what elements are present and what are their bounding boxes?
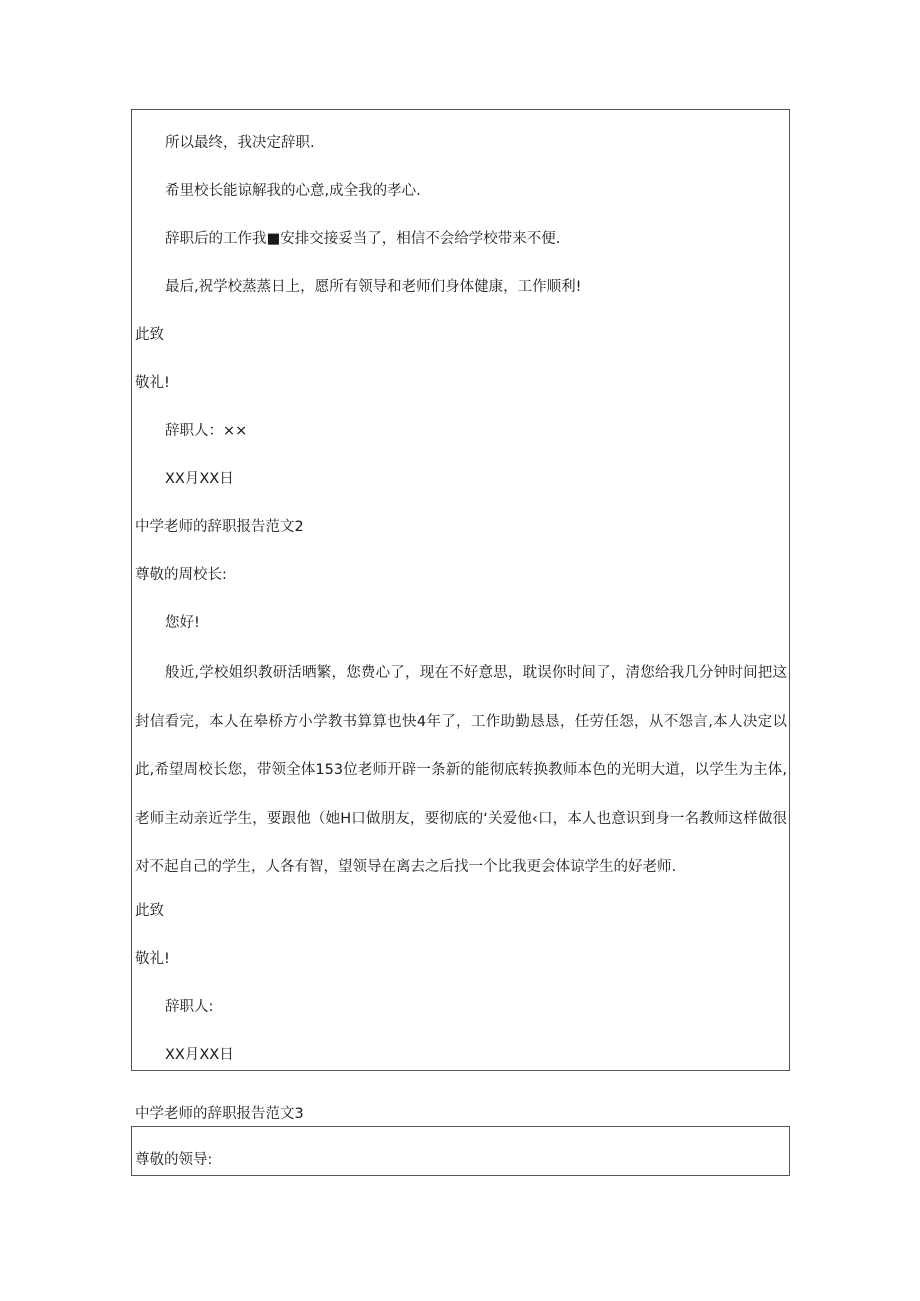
closing-cizhi-2: 此致 (135, 903, 164, 919)
closing-jingli-2: 敬礼! (135, 951, 170, 967)
date-2: XX月XX日 (165, 1047, 234, 1063)
body-paragraph-2: 般近,学校姐织教研活晒繁，您费心了，现在不好意思，耽误你时间了，清您给我几分钟时间把这封信看完，本人在皋桥方小学教书算算也快4年了，工作助勤恳恳，任劳任怨，从不怨言,本人决定以此,希望周校长您，带领全体153位老师开辟一条新的能彻底转换教师本色的光明大道，以学生为主体,老师主动亲近学生，要跟他（她H口做朋友，要彻底的‘关爱他‹口，本人也意识到身一名教师这样做很对不起自己的学生，人各有智，望领导在离去之后找一个比我更会体谅学生的好老师. (135, 665, 787, 875)
section-title-3: 中学老师的辞职报告范文3 (135, 1106, 304, 1122)
section3-frame (131, 1126, 790, 1176)
signer: 辞职人：×× (165, 423, 248, 439)
greeting-2: 您好! (165, 615, 200, 631)
closing-jingli: 敬礼! (135, 375, 170, 391)
signer-2: 辞职人: (165, 999, 214, 1015)
paragraph-decision: 所以最终，我决定辞职. (165, 135, 315, 151)
paragraph-handover: 辞职后的工作我■安排交接妥当了，相信不会给学校带来不便. (165, 231, 561, 247)
paragraph-wishes: 最后,祝学校蒸蒸日上，愿所有领导和老师们身体健康，工作顺利! (165, 279, 582, 295)
salutation-2: 尊敬的周校长: (135, 567, 227, 583)
content-frame (131, 109, 790, 1071)
paragraph-hope: 希里校长能谅解我的心意,成全我的孝心. (165, 183, 421, 199)
date: XX月XX日 (165, 471, 234, 487)
section-title-2: 中学老师的辞职报告范文2 (135, 519, 304, 535)
salutation-3: 尊敬的领导: (135, 1152, 213, 1168)
closing-cizhi: 此致 (135, 327, 164, 343)
